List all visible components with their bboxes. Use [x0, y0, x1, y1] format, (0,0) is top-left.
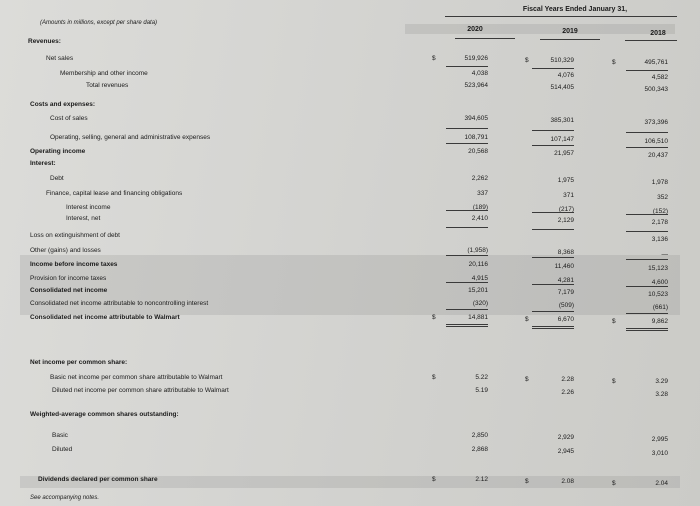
dollar-sign: $ — [525, 376, 529, 383]
row-label: Operating, selling, general and administrative expenses — [50, 134, 211, 141]
row-label: Dividends declared per common share — [38, 476, 158, 483]
subtotal-rule — [626, 286, 668, 287]
row-label: Weighted-average common shares outstanding: — [30, 411, 179, 418]
subtotal-rule — [626, 259, 668, 260]
year-2020-header: 2020 — [467, 26, 483, 33]
dollar-sign: $ — [432, 314, 436, 321]
dollar-sign: $ — [525, 316, 529, 323]
row-label: Diluted net income per common share attributable to Walmart — [52, 387, 229, 394]
dollar-sign: $ — [432, 55, 436, 62]
subtotal-rule — [532, 212, 574, 213]
subtotal-rule — [626, 70, 668, 71]
row-label: Loss on extinguishment of debt — [30, 232, 120, 239]
row-value: — — [661, 251, 668, 258]
dollar-sign: $ — [525, 478, 529, 485]
row-label: Income before income taxes — [30, 261, 118, 268]
row-value: 2.28 — [561, 376, 574, 383]
subtotal-rule — [532, 326, 574, 329]
row-value: 20,437 — [648, 152, 668, 159]
row-value: 4,281 — [557, 277, 574, 284]
subtotal-rule — [446, 128, 488, 129]
dollar-sign: $ — [432, 374, 436, 381]
row-value: 514,405 — [550, 84, 574, 91]
subtotal-rule — [626, 132, 668, 133]
row-label: Net sales — [46, 55, 74, 62]
row-value: 394,605 — [464, 115, 488, 122]
row-value: 20,568 — [468, 148, 488, 155]
row-label: Revenues: — [28, 38, 61, 45]
row-value: 2,945 — [557, 448, 574, 455]
row-value: 2,129 — [557, 217, 574, 224]
row-label: Total revenues — [86, 82, 129, 89]
row-value: 523,964 — [464, 82, 488, 89]
subtotal-rule — [532, 145, 574, 146]
row-value: 4,076 — [557, 72, 574, 79]
row-label: Other (gains) and losses — [30, 247, 101, 254]
subtotal-rule — [446, 210, 488, 211]
row-value: (320) — [472, 300, 488, 307]
row-value: 4,915 — [471, 275, 488, 282]
row-value: 14,881 — [468, 314, 488, 321]
row-value: 3.28 — [655, 391, 668, 398]
row-value: 2,178 — [651, 219, 668, 226]
row-value: 15,123 — [648, 265, 668, 272]
row-value: 11,460 — [554, 263, 574, 270]
row-value: 20,116 — [468, 261, 488, 268]
subtotal-rule — [532, 257, 574, 258]
row-value: 7,179 — [557, 289, 574, 296]
subtotal-rule — [446, 282, 488, 283]
subtotal-rule — [532, 284, 574, 285]
subtotal-rule — [532, 229, 574, 230]
subtotal-rule — [626, 328, 668, 331]
row-value: (189) — [472, 204, 488, 211]
row-value: 2,262 — [471, 175, 488, 182]
row-label: Costs and expenses: — [30, 101, 96, 108]
header-rule — [445, 16, 677, 17]
row-label: Provision for income taxes — [30, 275, 107, 282]
subtotal-rule — [532, 130, 574, 131]
row-value: 8,368 — [557, 249, 574, 256]
dollar-sign: $ — [612, 59, 616, 66]
row-value: 107,147 — [550, 136, 574, 143]
row-value: 2,995 — [651, 436, 668, 443]
row-value: 15,201 — [468, 287, 488, 294]
row-value: 4,582 — [651, 74, 668, 81]
row-value: 373,396 — [644, 119, 668, 126]
subtotal-rule — [532, 68, 574, 69]
row-label: Consolidated net income attributable to noncontrolling interest — [30, 300, 209, 307]
row-label: Debt — [50, 175, 64, 182]
row-value: 371 — [563, 192, 574, 199]
row-label: Consolidated net income attributable to Walmart — [30, 314, 180, 321]
year-2020-rule — [455, 38, 515, 39]
row-value: 2.26 — [561, 389, 574, 396]
row-value: 510,329 — [550, 57, 574, 64]
subtotal-rule — [446, 66, 488, 67]
row-label: Consolidated net income — [30, 287, 108, 294]
row-value: 9,862 — [651, 318, 668, 325]
subtotal-rule — [626, 313, 668, 314]
row-label: Net income per common share: — [30, 359, 128, 366]
subtotal-rule — [626, 214, 668, 215]
row-value: 4,600 — [651, 279, 668, 286]
row-value: 337 — [477, 190, 488, 197]
row-value: (217) — [558, 206, 574, 213]
dollar-sign: $ — [525, 57, 529, 64]
subtotal-rule — [446, 309, 488, 310]
row-value: 519,926 — [464, 55, 488, 62]
subtotal-rule — [446, 255, 488, 256]
row-label: Diluted — [52, 446, 73, 453]
footer-note: See accompanying notes. — [30, 495, 100, 501]
row-value: 10,523 — [648, 291, 668, 298]
dollar-sign: $ — [612, 318, 616, 325]
year-2018-rule — [625, 40, 677, 41]
subtotal-rule — [446, 227, 488, 228]
row-value: 2.08 — [561, 478, 574, 485]
row-value: (509) — [558, 302, 574, 309]
row-label: Interest income — [66, 204, 111, 211]
row-value: 2,868 — [471, 446, 488, 453]
row-value: 6,670 — [557, 316, 574, 323]
row-value: 4,038 — [471, 70, 488, 77]
row-value: 352 — [657, 194, 668, 201]
row-value: (661) — [652, 304, 668, 311]
row-value: 2,929 — [557, 434, 574, 441]
row-value: 108,791 — [464, 134, 488, 141]
row-label: Membership and other income — [60, 70, 148, 77]
row-value: 21,957 — [554, 150, 574, 157]
row-value: 3.29 — [655, 378, 668, 385]
row-label: Finance, capital lease and financing obligations — [46, 190, 183, 197]
row-value: (1,958) — [467, 247, 488, 254]
row-value: 1,978 — [651, 179, 668, 186]
subtotal-rule — [626, 231, 668, 232]
subtotal-rule — [446, 324, 488, 327]
row-value: 500,343 — [644, 86, 668, 93]
row-value: 5.22 — [475, 374, 488, 381]
year-2019-rule — [540, 39, 600, 40]
dollar-sign: $ — [612, 480, 616, 487]
row-value: 3,136 — [651, 236, 668, 243]
row-value: (152) — [652, 208, 668, 215]
row-value: 2,850 — [471, 432, 488, 439]
year-2018-header: 2018 — [650, 30, 666, 37]
row-value: 2,410 — [471, 215, 488, 222]
row-value: 2.12 — [475, 476, 488, 483]
row-label: Interest, net — [66, 215, 101, 222]
row-label: Cost of sales — [50, 115, 88, 122]
row-value: 5.19 — [475, 387, 488, 394]
row-label: Basic net income per common share attributable to Walmart — [50, 374, 223, 381]
year-2019-header: 2019 — [562, 28, 578, 35]
row-label: Interest: — [30, 160, 56, 167]
row-value: 106,510 — [644, 138, 668, 145]
row-label: Basic — [52, 432, 68, 439]
dollar-sign: $ — [612, 378, 616, 385]
fiscal-years-header: Fiscal Years Ended January 31, — [522, 6, 628, 13]
subtotal-rule — [626, 147, 668, 148]
row-value: 385,301 — [550, 117, 574, 124]
row-value: 2.04 — [655, 480, 668, 487]
row-value: 495,761 — [644, 59, 668, 66]
subtotal-rule — [446, 143, 488, 144]
subtotal-rule — [532, 311, 574, 312]
row-value: 3,010 — [651, 450, 668, 457]
row-label: Operating income — [30, 148, 86, 155]
dollar-sign: $ — [432, 476, 436, 483]
units-note: (Amounts in millions, except per share data) — [40, 20, 158, 26]
row-value: 1,975 — [557, 177, 574, 184]
